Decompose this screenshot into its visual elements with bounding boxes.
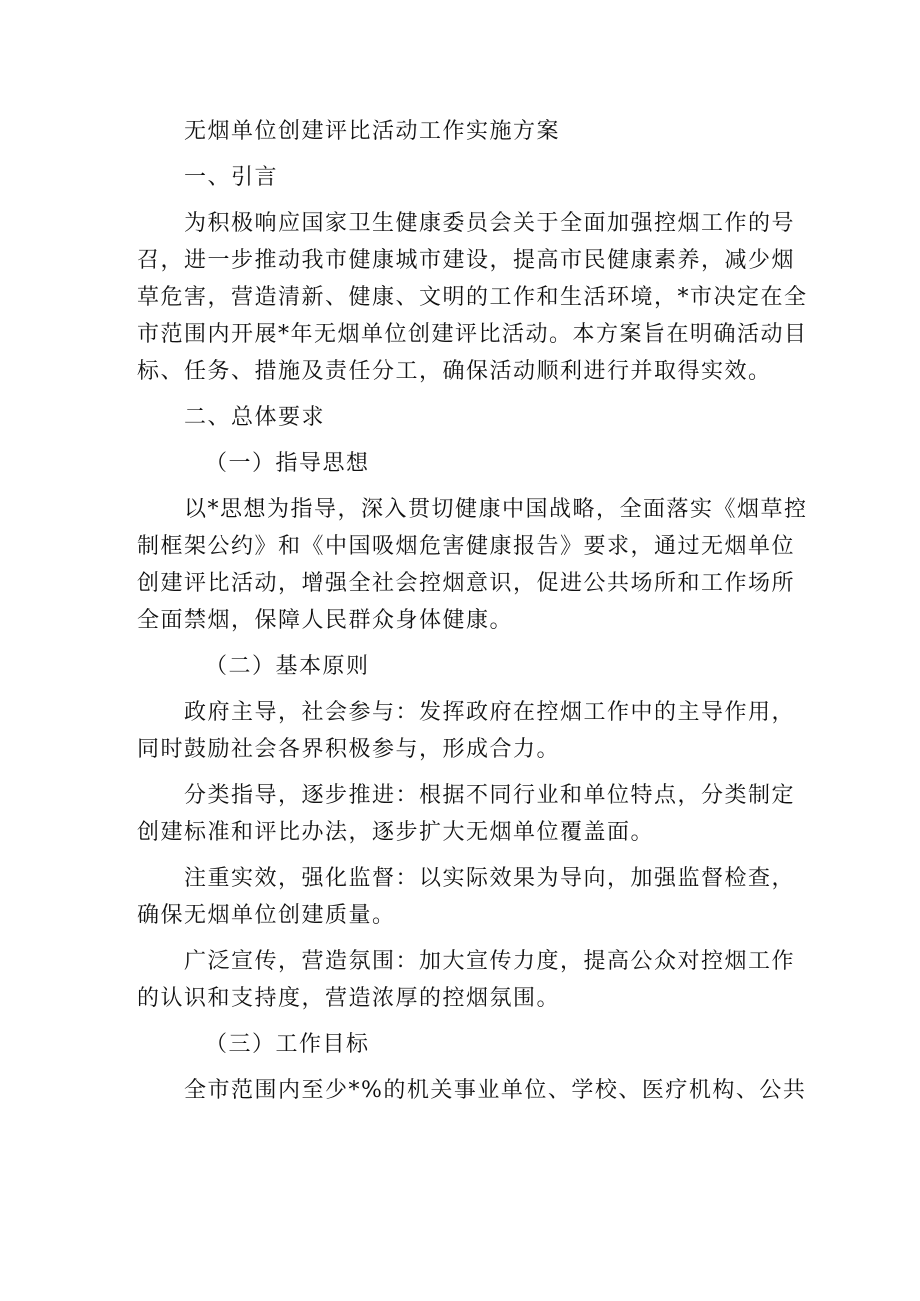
paragraph-line: 全市范围内至少*%的机关事业单位、学校、医疗机构、公共 [184,1078,807,1103]
document-body [137,113,808,1118]
paragraph-line: 市范围内开展*年无烟单位创建评比活动。本方案旨在明确活动目 [137,322,808,347]
paragraph-line: 创建评比活动，增强全社会控烟意识，促进公共场所和工作场所 [137,571,796,596]
paragraph-line: 政府主导，社会参与：发挥政府在控烟工作中的主导作用， [184,700,796,725]
paragraph-line: 广泛宣传，营造氛围：加大宣传力度，提高公众对控烟工作 [184,949,796,974]
paragraph-line: 同时鼓励社会各界积极参与，形成合力。 [137,737,561,762]
paragraph-line: 确保无烟单位创建质量。 [137,903,396,928]
paragraph-guide [137,491,808,639]
paragraph-principle-1 [137,694,796,768]
paragraph-line: 全面禁烟，保障人民群众身体健康。 [137,608,514,633]
section-heading-intro: 一、引言 [184,165,279,190]
paragraph-line: 以*思想为指导，深入贯切健康中国战略，全面落实《烟草控 [184,497,808,522]
paragraph-principle-3 [137,860,796,934]
section-heading-general: 二、总体要求 [184,405,326,430]
paragraph-line: 注重实效，强化监督：以实际效果为导向，加强监督检查， [184,866,796,891]
paragraph-line: 召，进一步推动我市健康城市建设，提高市民健康素养，减少烟 [137,248,796,273]
subsection-heading-guide: （一）指导思想 [205,451,370,476]
paragraph-line: 的认识和支持度，营造浓厚的控烟氛围。 [137,986,561,1011]
subsection-heading-goals: （三）工作目标 [205,1032,370,1057]
paragraph-goals [137,1072,807,1109]
paragraph-line: 标、任务、措施及责任分工，确保活动顺利进行并取得实效。 [137,359,772,384]
paragraph-principle-2 [137,777,796,851]
paragraph-line: 为积极响应国家卫生健康委员会关于全面加强控烟工作的号 [184,211,796,236]
subsection-heading-principles: （二）基本原则 [205,654,370,679]
paragraph-line: 创建标准和评比办法，逐步扩大无烟单位覆盖面。 [137,820,655,845]
paragraph-line: 草危害，营造清新、健康、文明的工作和生活环境，*市决定在全 [137,285,808,310]
document-title: 无烟单位创建评比活动工作实施方案 [184,119,561,144]
paragraph-principle-4 [137,943,796,1017]
paragraph-line: 分类指导，逐步推进：根据不同行业和单位特点，分类制定 [184,783,796,808]
paragraph-intro [137,205,808,390]
paragraph-line: 制框架公约》和《中国吸烟危害健康报告》要求，通过无烟单位 [137,534,796,559]
